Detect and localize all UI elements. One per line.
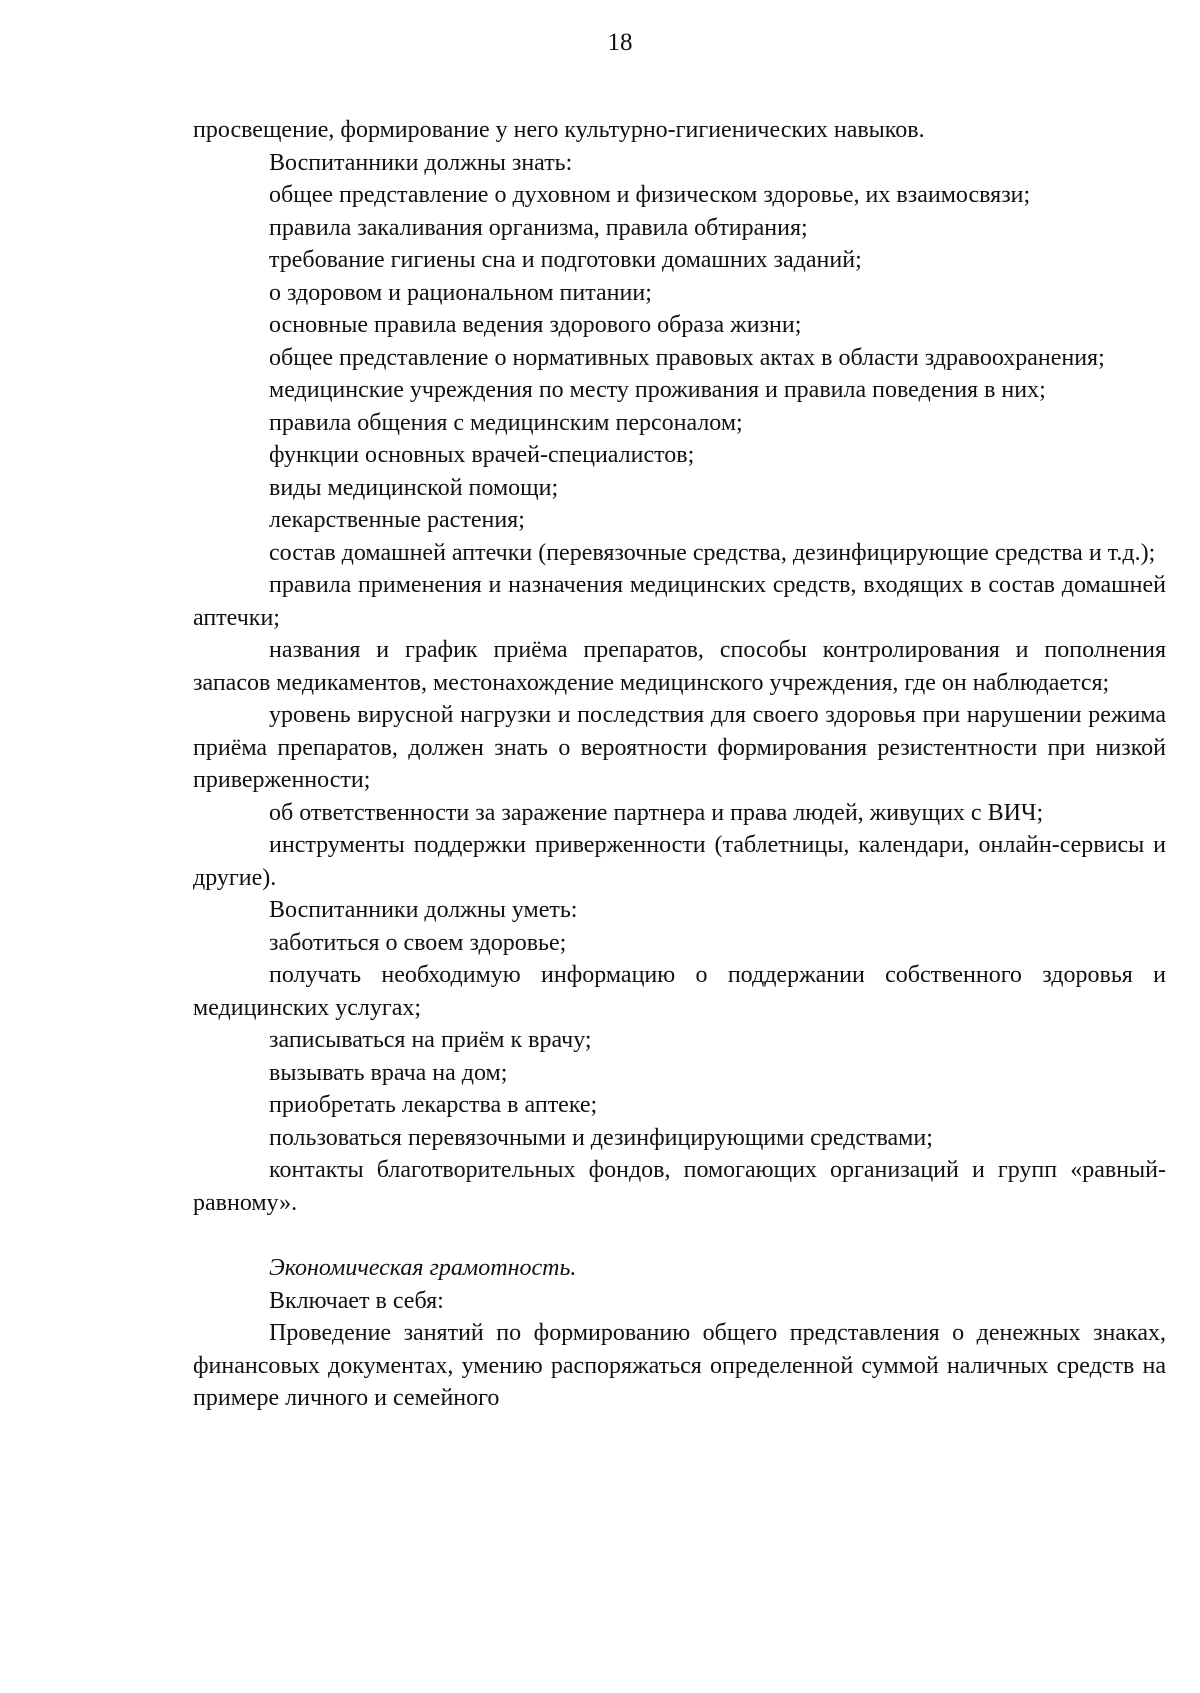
list-item: приобретать лекарства в аптеке; <box>269 1092 598 1118</box>
list-item: функции основных врачей-специалистов; <box>269 442 695 468</box>
list-item: виды медицинской помощи; <box>269 474 559 501</box>
list-item: названия и график приёма препаратов, способы контролирования и пополнения запасов медикаментов, местонахождение медицинского учреждения, где он наблюдается; <box>193 637 1166 696</box>
list-item: общее представление о нормативных правовых актах в области здравоохранения; <box>269 344 1105 371</box>
list-item: уровень вирусной нагрузки и последствия для своего здоровья при нарушении режима приёма препаратов, должен знать о вероятности формирования резистентности при низкой приверженности; <box>193 702 1166 793</box>
list-item: правила применения и назначения медицинских средств, входящих в состав домашней аптечки; <box>193 572 1166 631</box>
list-item: контакты благотворительных фондов, помогающих организаций и групп «равный-равному». <box>193 1157 1166 1216</box>
list-item: требование гигиены сна и подготовки домашних заданий; <box>269 247 862 273</box>
list-item: вызывать врача на дом; <box>269 1059 508 1086</box>
paragraph: Воспитанники должны знать: <box>269 149 573 176</box>
list-item: о здоровом и рациональном питании; <box>269 279 652 306</box>
paragraph: просвещение, формирование у него культурно-гигиенических навыков. <box>193 117 925 143</box>
list-item: медицинские учреждения по месту проживания и правила поведения в них; <box>269 377 1046 403</box>
list-item: получать необходимую информацию о поддержании собственного здоровья и медицинских услугах; <box>193 962 1166 1021</box>
list-item: записываться на приём к врачу; <box>269 1027 592 1053</box>
paragraph: Воспитанники должны уметь: <box>269 897 578 923</box>
page-body <box>193 114 1166 1415</box>
list-item: инструменты поддержки приверженности (таблетницы, календари, онлайн-сервисы и другие). <box>193 832 1166 891</box>
list-item: заботиться о своем здоровье; <box>269 929 567 956</box>
list-item: пользоваться перевязочными и дезинфицирующими средствами; <box>269 1124 933 1151</box>
section-spacer <box>193 1219 1166 1252</box>
list-item: об ответственности за заражение партнера и права людей, живущих с ВИЧ; <box>269 799 1044 826</box>
page-number: 18 <box>607 29 633 56</box>
list-item: состав домашней аптечки (перевязочные средства, дезинфицирующие средства и т.д.); <box>269 539 1156 566</box>
list-item: правила общения с медицинским персоналом; <box>269 409 743 436</box>
list-item: лекарственные растения; <box>269 507 525 533</box>
list-item: правила закаливания организма, правила обтирания; <box>269 214 808 241</box>
paragraph: Проведение занятий по формированию общего представления о денежных знаках, финансовых документах, умению распоряжаться определенной суммой наличных средств на примере личного и семейного <box>193 1320 1166 1411</box>
list-item: основные правила ведения здорового образа жизни; <box>269 312 802 338</box>
list-item: общее представление о духовном и физическом здоровье, их взаимосвязи; <box>269 182 1031 208</box>
section-heading: Экономическая грамотность. <box>269 1255 577 1281</box>
paragraph: Включает в себя: <box>269 1287 444 1314</box>
